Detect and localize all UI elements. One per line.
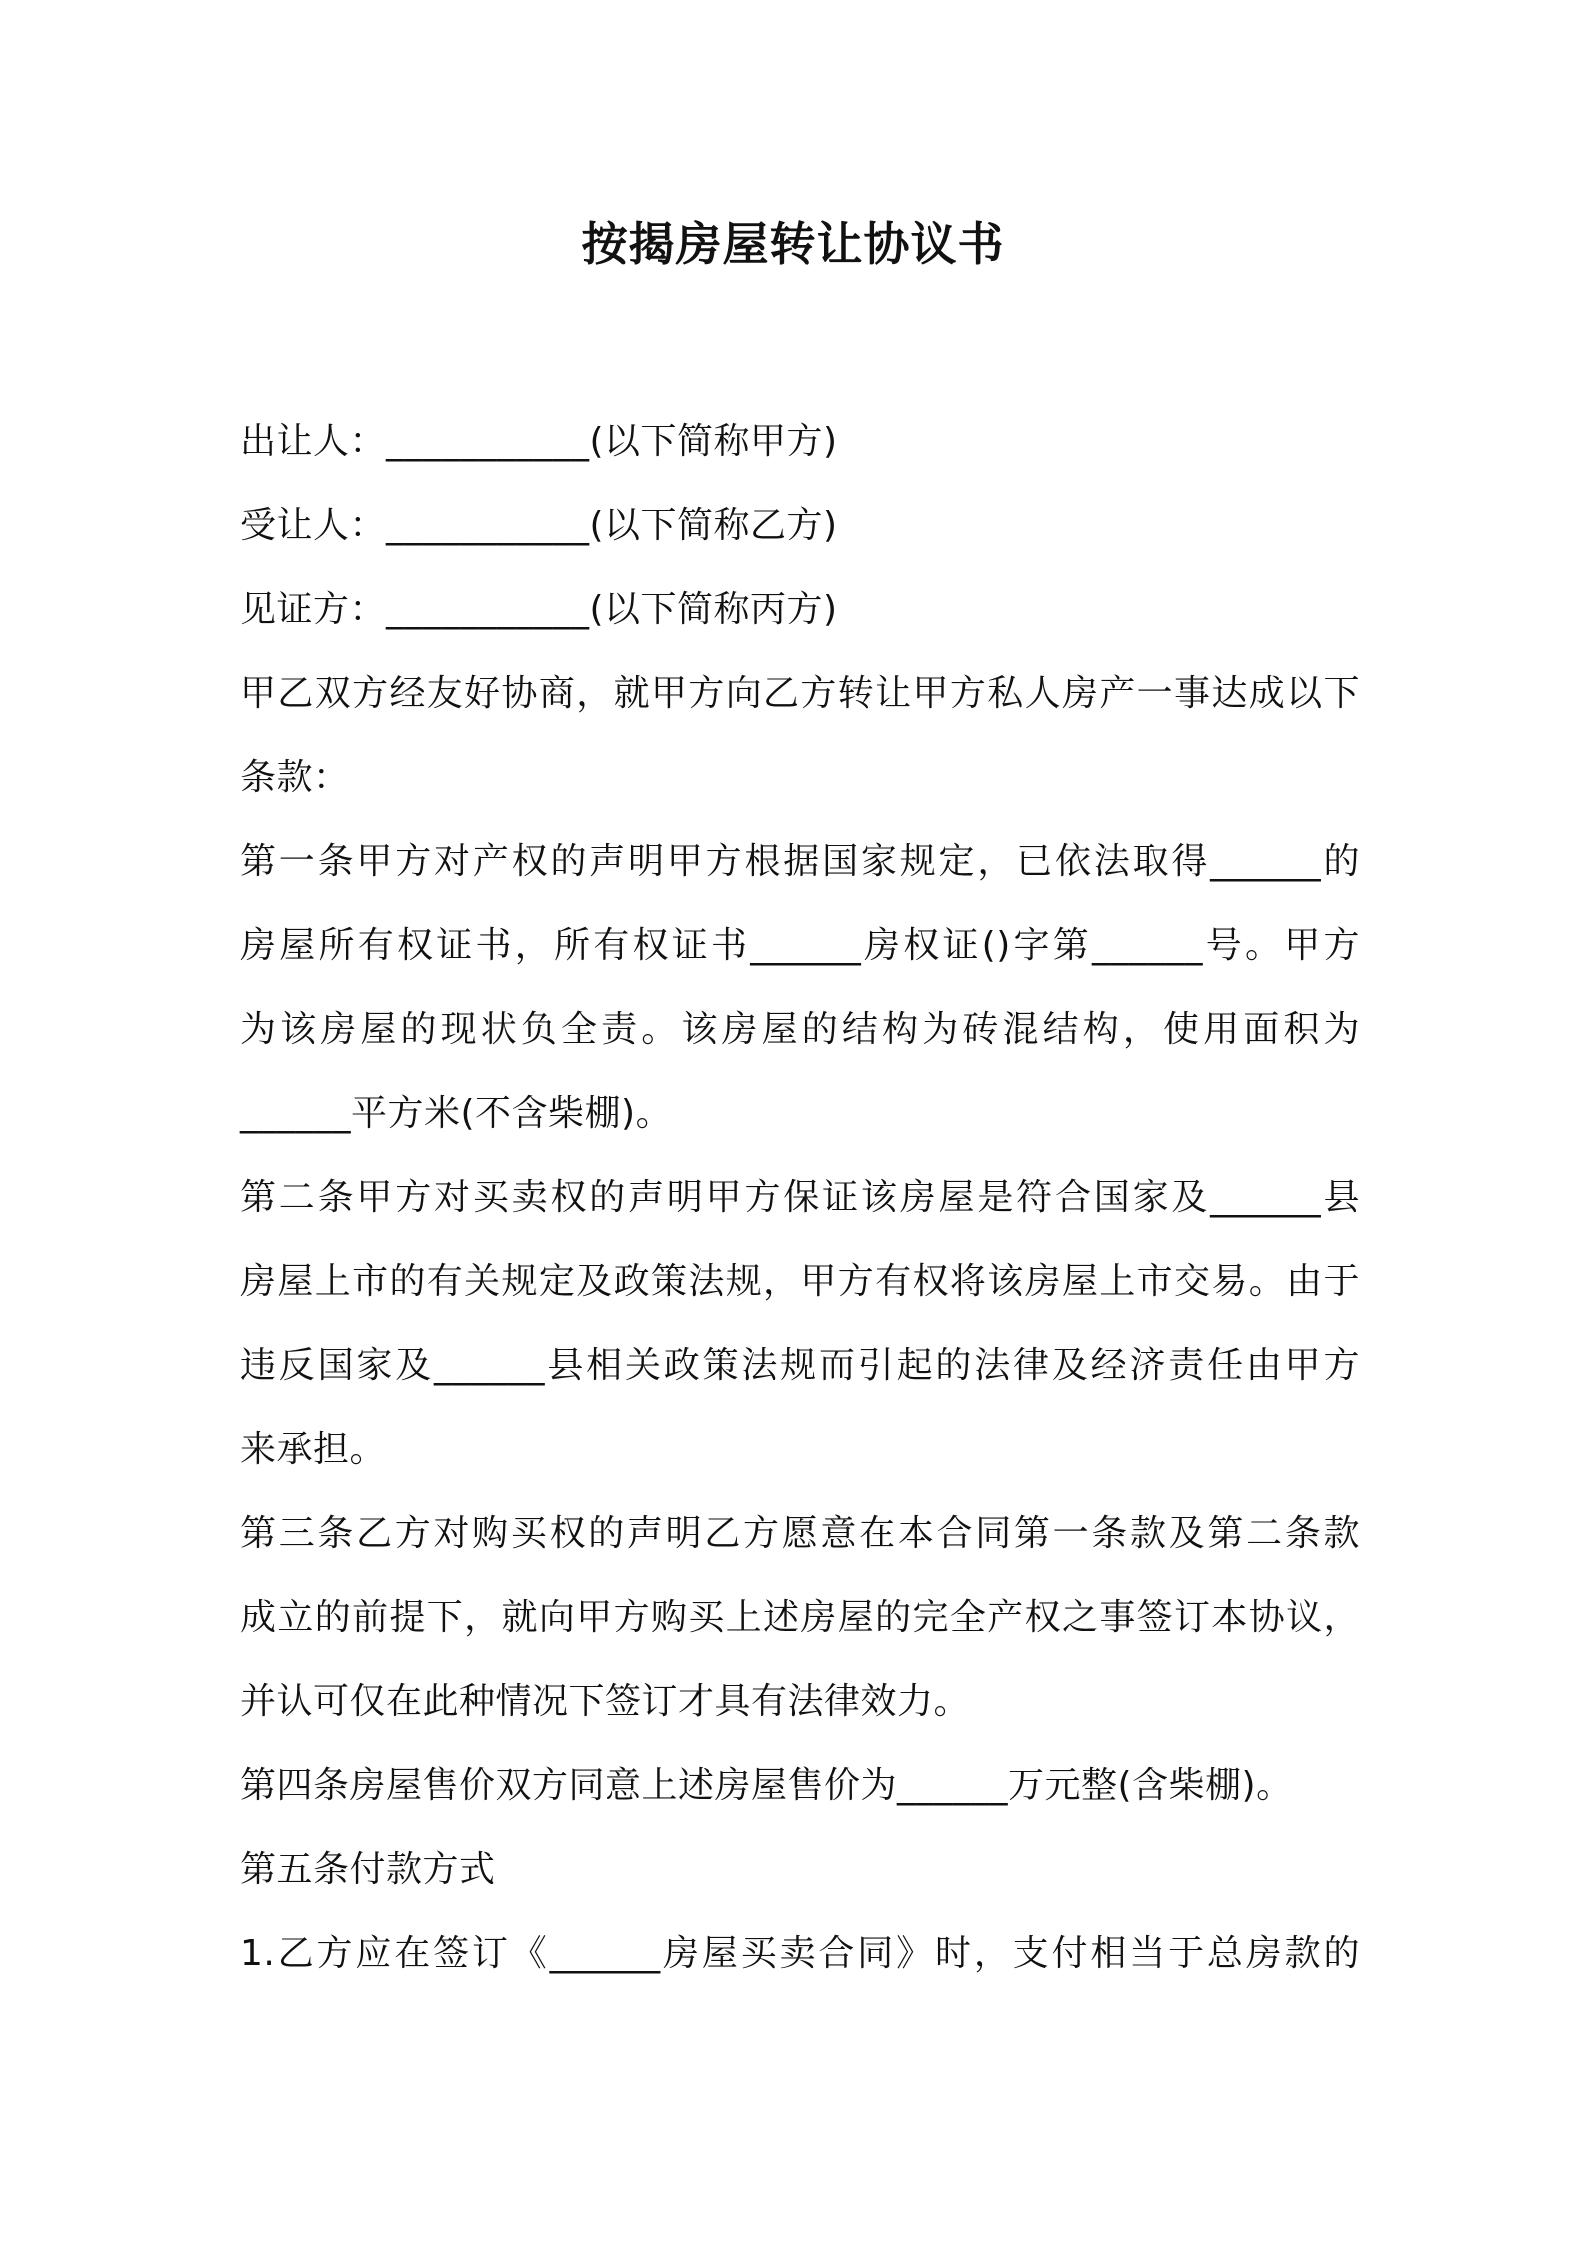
text-line-article-1-cont: 为该房屋的现状负全责。该房屋的结构为砖混结构，使用面积为 [240, 1009, 1360, 1050]
text-line-article-2-end: 来承担。 [240, 1429, 387, 1470]
text-line-article-2: 第二条甲方对买卖权的声明甲方保证该房屋是符合国家及______县 [240, 1177, 1360, 1218]
text-line-article-1-end: ______平方米(不含柴棚)。 [240, 1093, 673, 1134]
text-line-article-3-cont: 成立的前提下，就向甲方购买上述房屋的完全产权之事签订本协议， [240, 1597, 1360, 1638]
text-line-intro: 甲乙双方经友好协商，就甲方向乙方转让甲方私人房产一事达成以下 [240, 673, 1360, 714]
text-line-article-5: 第五条付款方式 [240, 1849, 496, 1890]
text-line-article-3-end: 并认可仅在此种情况下签订才具有法律效力。 [240, 1681, 971, 1722]
text-line-article-1: 第一条甲方对产权的声明甲方根据国家规定，已依法取得______的 [240, 841, 1360, 882]
text-line-article-2-cont: 违反国家及______县相关政策法规而引起的法律及经济责任由甲方 [240, 1345, 1360, 1386]
text-line-article-5-item-1: 1.乙方应在签订《______房屋买卖合同》时，支付相当于总房款的 [240, 1933, 1360, 1974]
text-line-article-2-cont: 房屋上市的有关规定及政策法规，甲方有权将该房屋上市交易。由于 [240, 1261, 1360, 1302]
text-line-seller: 出让人：___________(以下简称甲方) [240, 421, 838, 462]
text-line-buyer: 受让人：___________(以下简称乙方) [240, 505, 838, 546]
text-line-intro-end: 条款： [240, 757, 350, 798]
text-line-witness: 见证方：___________(以下简称丙方) [240, 589, 838, 630]
text-line-article-3: 第三条乙方对购买权的声明乙方愿意在本合同第一条款及第二条款 [240, 1513, 1360, 1554]
document-body [240, 400, 1360, 1996]
document-title: 按揭房屋转让协议书 [581, 217, 1005, 271]
text-line-article-4: 第四条房屋售价双方同意上述房屋售价为______万元整(含柴棚)。 [240, 1765, 1293, 1806]
text-line-article-1-cont: 房屋所有权证书，所有权证书______房权证()字第______号。甲方 [240, 925, 1360, 966]
